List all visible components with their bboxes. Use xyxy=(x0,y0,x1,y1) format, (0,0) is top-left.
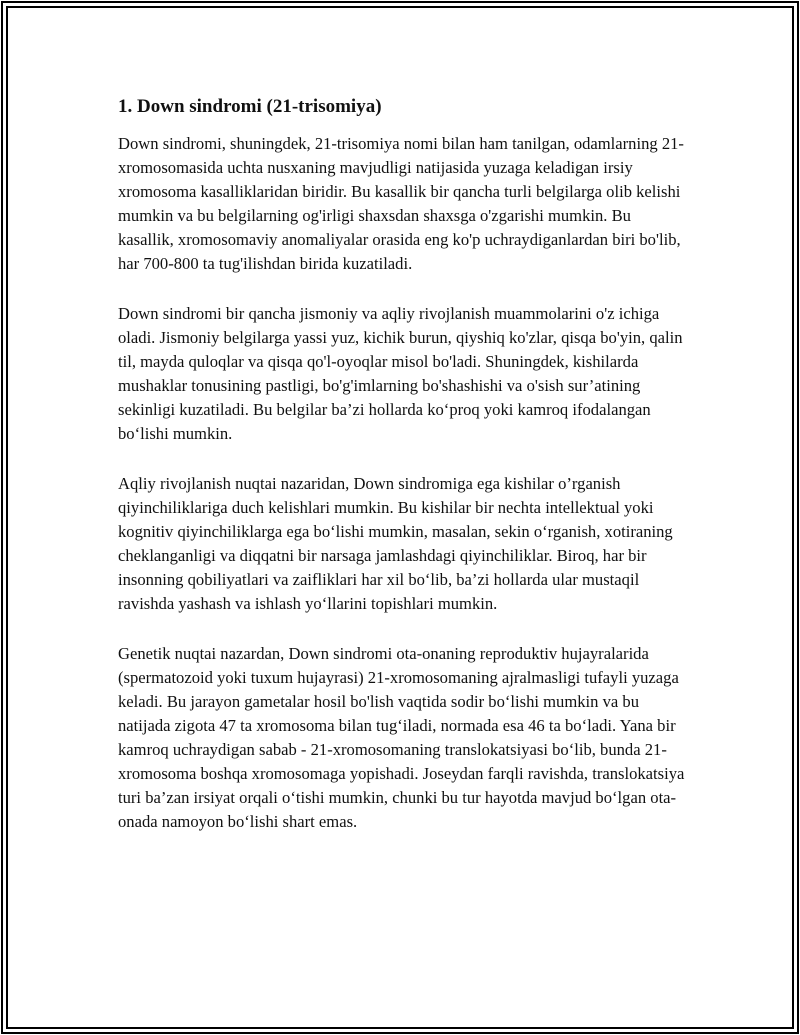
document-content xyxy=(118,94,688,860)
paragraph-mental-development: Aqliy rivojlanish nuqtai nazaridan, Down sindromiga ega kishilar o’rganish qiyinchiliklariga duch kelishlari mumkin. Bu kishilar bir nechta intellektual yoki kognitiv qiyinchiliklarga ega bo‘lishi mumkin, masalan, sekin o‘rganish, xotiraning cheklanganligi va diqqatni bir narsaga jamlashdagi qiyinchiliklar. Biroq, har bir insonning qobiliyatlari va zaifliklari har xil bo‘lib, ba’zi hollarda ular mustaqil ravishda yashash va ishlash yo‘llarini topishlari mumkin. xyxy=(118,474,673,613)
section-heading: 1. Down sindromi (21-trisomiya) xyxy=(118,96,382,117)
paragraph-physical-signs: Down sindromi bir qancha jismoniy va aqliy rivojlanish muammolarini o'z ichiga oladi. Jismoniy belgilarga yassi yuz, kichik burun, qiyshiq ko'zlar, qisqa bo'yin, qalin til, mayda quloqlar va qisqa qo'l-oyoqlar misol bo'ladi. Shuningdek, kishilarda mushaklar tonusining pastligi, bo'g'imlarning bo'shashishi va o'sish sur’atining sekinligi kuzatiladi. Bu belgilar ba’zi hollarda ko‘proq yoki kamroq ifodalangan bo‘lishi mumkin. xyxy=(118,304,683,443)
paragraph-genetics: Genetik nuqtai nazardan, Down sindromi ota-onaning reproduktiv hujayralarida (spermatozoid yoki tuxum hujayrasi) 21-xromosomaning ajralmasligi tufayli yuzaga keladi. Bu jarayon gametalar hosil bo'lish vaqtida sodir bo‘lishi mumkin va bu natijada zigota 47 ta xromosoma bilan tug‘iladi, normada esa 46 ta bo‘ladi. Yana bir kamroq uchraydigan sabab - 21-xromosomaning translokatsiyasi bo‘lib, bunda 21-xromosoma boshqa xromosomaga yopishadi. Joseydan farqli ravishda, translokatsiya turi ba’zan irsiyat orqali o‘tishi mumkin, chunki bu tur hayotda mavjud bo‘lgan ota-onada namoyon bo‘lishi shart emas. xyxy=(118,644,685,831)
paragraph-overview: Down sindromi, shuningdek, 21-trisomiya nomi bilan ham tanilgan, odamlarning 21-xromosomasida uchta nusxaning mavjudligi natijasida yuzaga keladigan irsiy xromosoma kasalliklaridan biridir. Bu kasallik bir qancha turli belgilarga olib kelishi mumkin va bu belgilarning og'irligi shaxsdan shaxsga o'zgarishi mumkin. Bu kasallik, xromosomaviy anomaliyalar orasida eng ko'p uchraydiganlardan biri bo'lib, har 700-800 ta tug'ilishdan birida kuzatiladi. xyxy=(118,134,684,273)
